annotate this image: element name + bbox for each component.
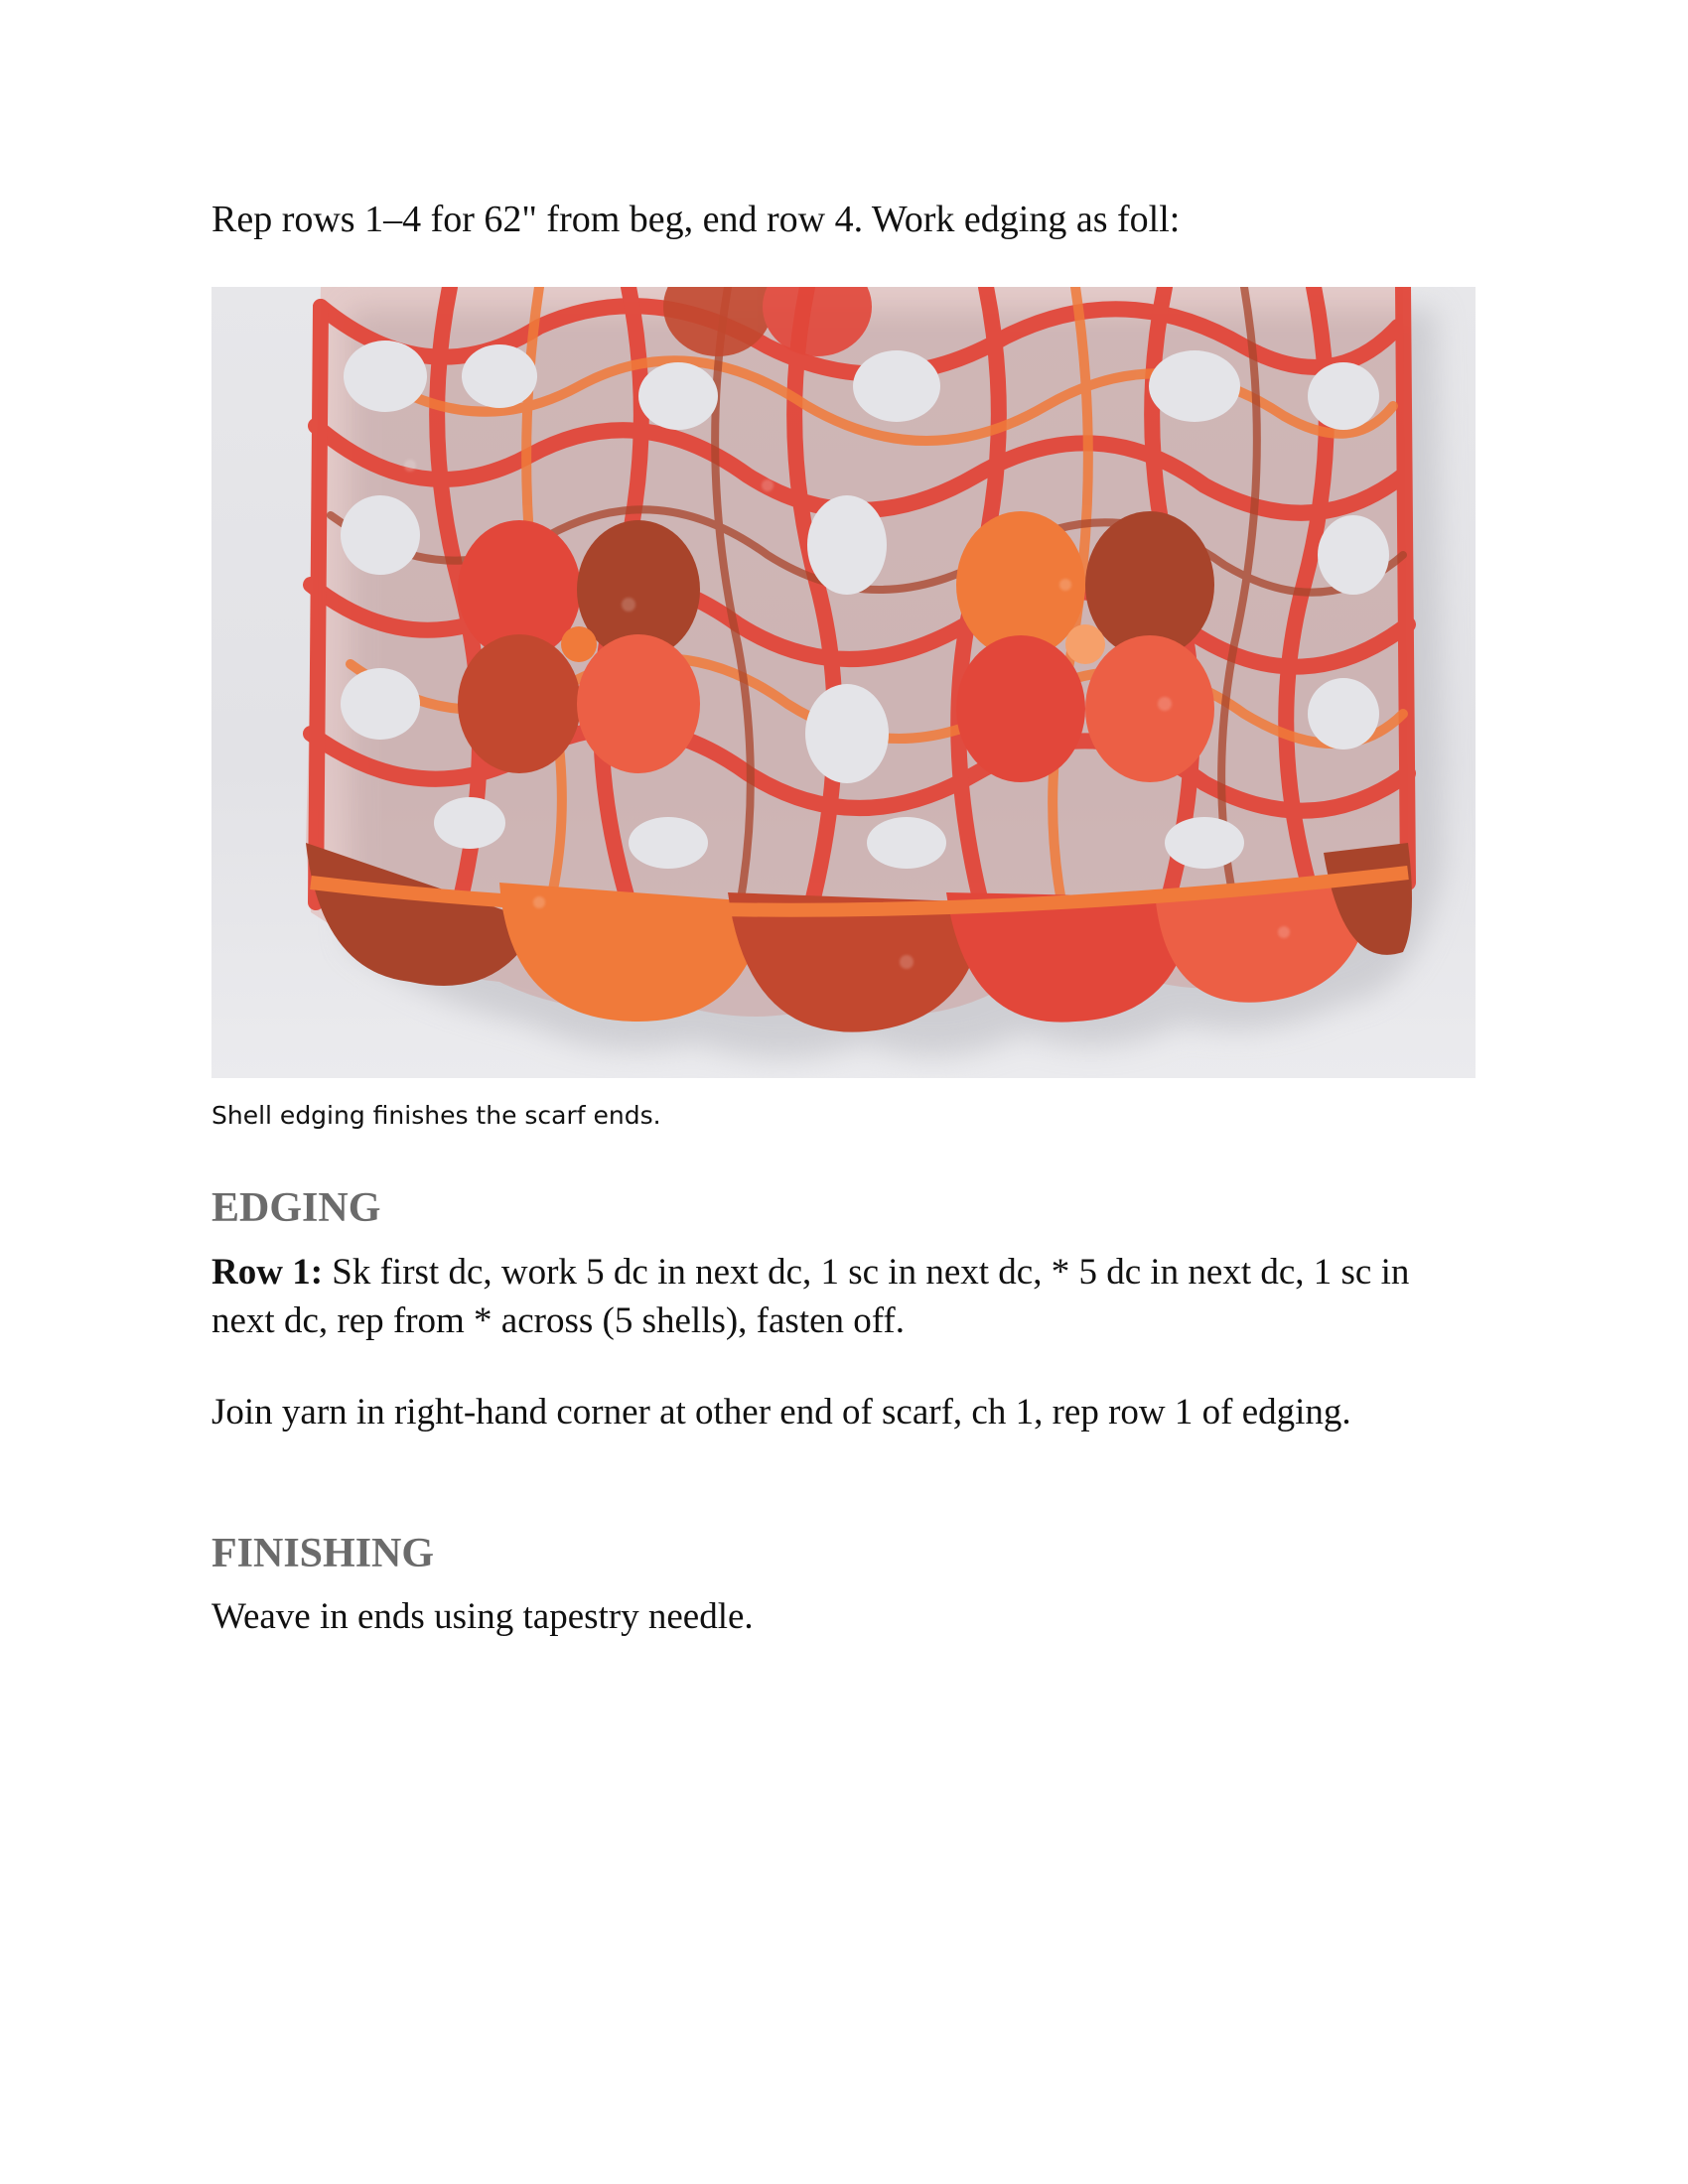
photo-caption: Shell edging finishes the scarf ends. <box>211 1101 661 1130</box>
crochet-scarf-photo <box>211 287 1476 1078</box>
finishing-heading: FINISHING <box>211 1531 435 1576</box>
intro-paragraph: Rep rows 1–4 for 62" from beg, end row 4. Work edging as foll: <box>211 199 1181 240</box>
edging-join-paragraph: Join yarn in right-hand corner at other end of scarf, ch 1, rep row 1 of edging. <box>211 1392 1351 1433</box>
edging-heading: EDGING <box>211 1185 381 1231</box>
row1-text: Sk first dc, work 5 dc in next dc, 1 sc in next dc, * 5 dc in next dc, 1 sc in next dc, rep from * across (5 shells), fasten off. <box>211 1252 1410 1341</box>
row1-label: Row 1: <box>211 1252 324 1293</box>
edging-row1-paragraph <box>211 1248 1477 1345</box>
finishing-paragraph: Weave in ends using tapestry needle. <box>211 1596 754 1637</box>
